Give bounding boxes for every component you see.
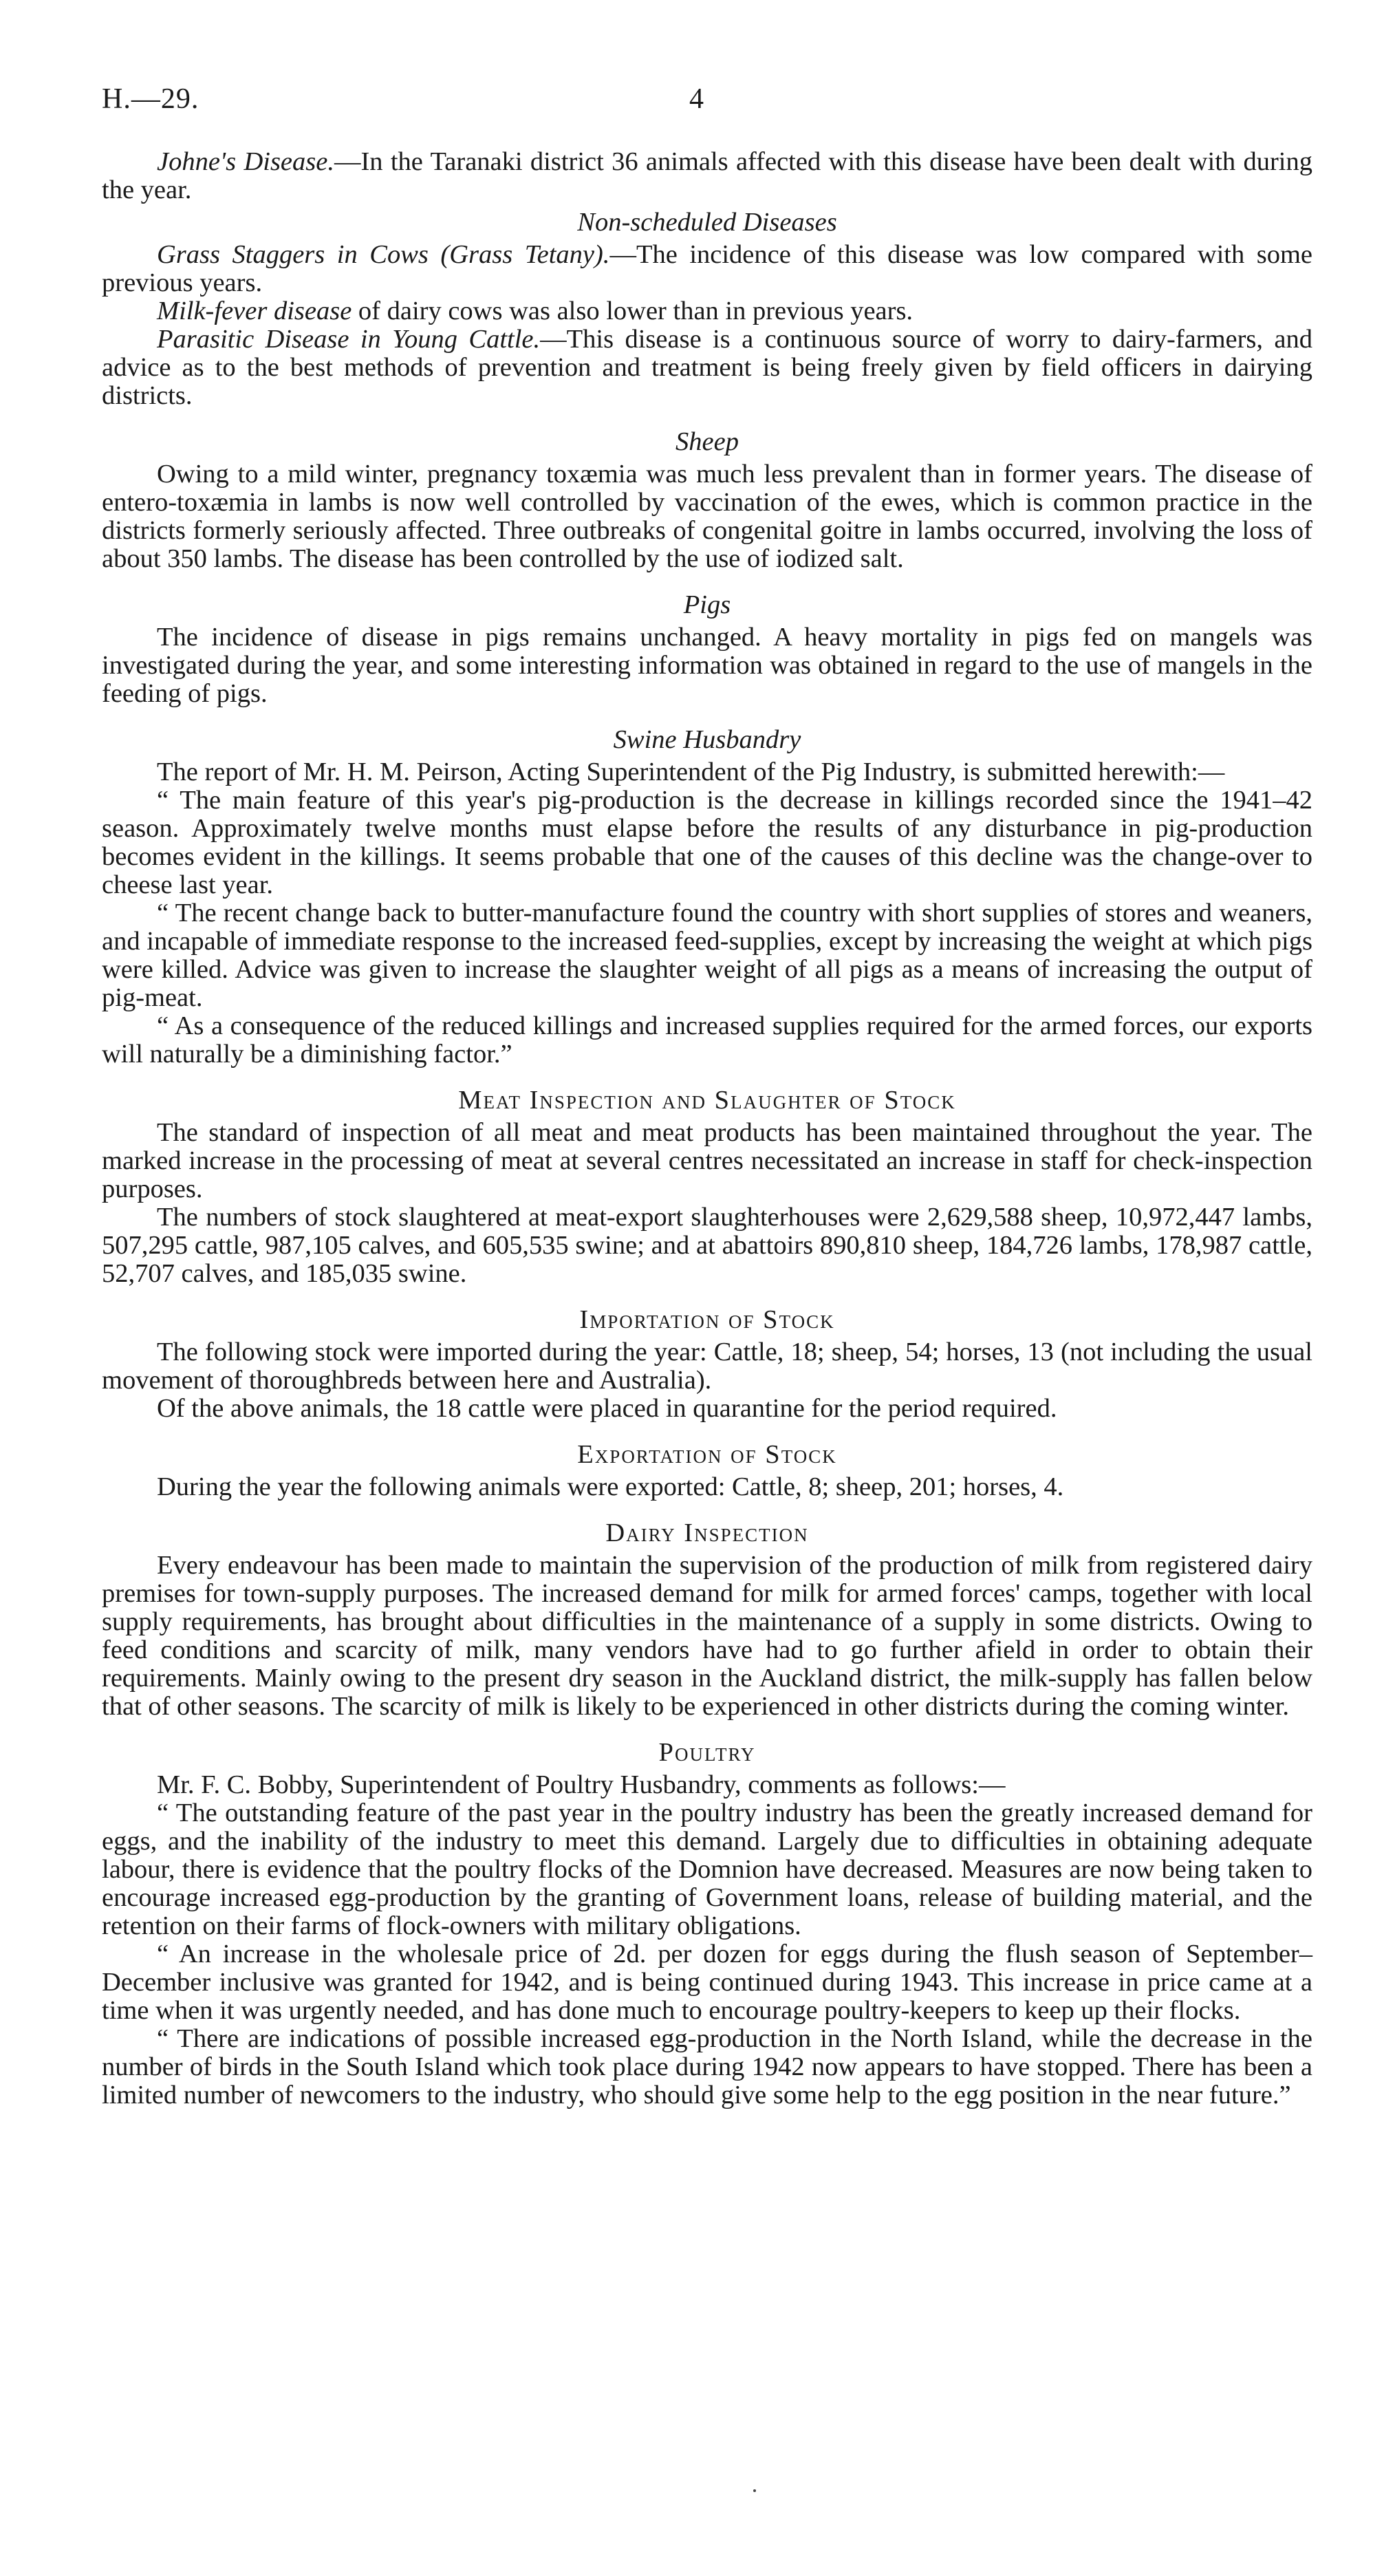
johnes-paragraph <box>102 148 1312 204</box>
grass-staggers-text: —The incidence of this disease was low compared with some previous years. <box>102 240 1313 297</box>
milk-fever-text: of dairy cows was also lower than in previous years. <box>352 297 913 325</box>
print-speck <box>753 2489 756 2492</box>
heading-exportation-of-stock: Exportation of Stock <box>577 1440 837 1469</box>
exportation-paragraph: During the year the following animals were exported: Cattle, 8; sheep, 201; horses, 4. <box>157 1472 1064 1501</box>
poultry-intro-paragraph: Mr. F. C. Bobby, Superintendent of Poultry Husbandry, comments as follows:— <box>157 1770 1006 1799</box>
swine-intro-paragraph: The report of Mr. H. M. Peirson, Acting Superintendent of the Pig Industry, is submitted herewith:— <box>157 758 1225 786</box>
swine-quote-paragraph-2: “ The recent change back to butter-manufacture found the country with short supplies of stores and weaners, and incapable of immediate response to the increased feed-supplies, except by increasing the weight at which pigs were killed. Advice was given to increase the slaughter weight of all pigs as a means of increasing the output of pig-meat. <box>102 899 1312 1012</box>
document-reference: H.—29. <box>102 83 199 115</box>
heading-importation-of-stock: Importation of Stock <box>579 1305 835 1334</box>
poultry-quote-paragraph-3: “ There are indications of possible increased egg-production in the North Island, while the decrease in the number of birds in the South Island which took place during 1942 now appears to have stopped. There has been a limited number of newcomers to the industry, who should give some help to the egg position in the near future.” <box>102 2024 1312 2110</box>
milk-fever-title: Milk-fever disease <box>157 297 352 325</box>
page-number: 4 <box>689 83 704 115</box>
parasitic-disease-paragraph <box>102 325 1312 410</box>
poultry-quote-paragraph-1: “ The outstanding feature of the past year in the poultry industry has been the greatly increased demand for eggs, and the inability of the industry to meet this demand. Largely due to difficulties in obtaining adequate labour, there is evidence that the poultry flocks of the Domnion have decreased. Measures are now being taken to encourage increased egg-production by the granting of Government loans, release of building material, and the retention on their farms of flock-owners with military obligations. <box>102 1799 1312 1940</box>
heading-non-scheduled-diseases: Non-scheduled Diseases <box>577 208 837 237</box>
importation-paragraph-1: The following stock were imported during the year: Cattle, 18; sheep, 54; horses, 13 (not including the usual movement of thoroughbreds between here and Australia). <box>102 1338 1312 1395</box>
pigs-paragraph: The incidence of disease in pigs remains unchanged. A heavy mortality in pigs fed on mangels was investigated during the year, and some interesting information was obtained in regard to the use of mangels in the feeding of pigs. <box>102 623 1312 708</box>
swine-quote-paragraph-1: “ The main feature of this year's pig-production is the decrease in killings recorded since the 1941–42 season. Approximately twelve months must elapse before the results of any disturbance in pig-production becomes evident in the killings. It seems probable that one of the causes of this decline was the change-over to cheese last year. <box>102 786 1312 899</box>
meat-paragraph-2: The numbers of stock slaughtered at meat-export slaughterhouses were 2,629,588 sheep, 10,972,447 lambs, 507,295 cattle, 987,105 calves, and 605,535 swine; and at abattoirs 890,810 sheep, 184,726 lambs, 178,987 cattle, 52,707 calves, and 185,035 swine. <box>102 1203 1312 1288</box>
dairy-paragraph: Every endeavour has been made to maintain the supervision of the production of milk from registered dairy premises for town-supply purposes. The increased demand for milk for armed forces' camps, together with local supply requirements, has brought about difficulties in the maintenance of a supply in some districts. Owing to feed conditions and scarcity of milk, many vendors have had to go further afield in order to obtain their requirements. Mainly owing to the present dry season in the Auckland district, the milk-supply has fallen below that of other seasons. The scarcity of milk is likely to be experienced in other districts during the coming winter. <box>102 1551 1312 1721</box>
importation-paragraph-2: Of the above animals, the 18 cattle were placed in quarantine for the period required. <box>157 1394 1057 1423</box>
poultry-quote-paragraph-2: “ An increase in the wholesale price of 2d. per dozen for eggs during the flush season of September–December inclusive was granted for 1942, and is being continued during 1943. This increase in price came at a time when it was urgently needed, and has done much to encourage poultry-keepers to keep up their flocks. <box>102 1940 1312 2025</box>
heading-pigs: Pigs <box>683 590 731 619</box>
johnes-text: —In the Taranaki district 36 animals affected with this disease have been dealt with during the year. <box>102 147 1312 204</box>
sheep-paragraph: Owing to a mild winter, pregnancy toxæmia was much less prevalent than in former years. The disease of entero-toxæmia in lambs is now well controlled by vaccination of the ewes, which is common practice in the districts formerly seriously affected. Three outbreaks of congenital goitre in lambs occurred, involving the loss of about 350 lambs. The disease has been controlled by the use of iodized salt. <box>102 460 1312 573</box>
milk-fever-paragraph <box>102 297 1312 325</box>
heading-meat-inspection: Meat Inspection and Slaughter of Stock <box>458 1086 956 1115</box>
parasitic-disease-text: —This disease is a continuous source of worry to dairy-farmers, and advice as to the best methods of prevention and treatment is being freely given by field officers in dairying districts. <box>102 325 1312 410</box>
meat-paragraph-1: The standard of inspection of all meat and meat products has been maintained throughout the year. The marked increase in the processing of meat at several centres necessitated an increase in staff for check-inspection purposes. <box>102 1118 1312 1203</box>
heading-sheep: Sheep <box>675 427 739 456</box>
johnes-title: Johne's Disease. <box>157 147 334 176</box>
heading-swine-husbandry: Swine Husbandry <box>613 725 801 754</box>
heading-dairy-inspection: Dairy Inspection <box>605 1518 809 1547</box>
swine-quote-paragraph-3: “ As a consequence of the reduced killings and increased supplies required for the armed forces, our exports will naturally be a diminishing factor.” <box>102 1011 1312 1069</box>
parasitic-disease-title: Parasitic Disease in Young Cattle. <box>157 325 541 354</box>
document-body <box>102 148 1312 2110</box>
grass-staggers-title: Grass Staggers in Cows (Grass Tetany). <box>157 240 610 269</box>
grass-staggers-paragraph <box>102 241 1312 297</box>
heading-poultry: Poultry <box>658 1738 756 1767</box>
